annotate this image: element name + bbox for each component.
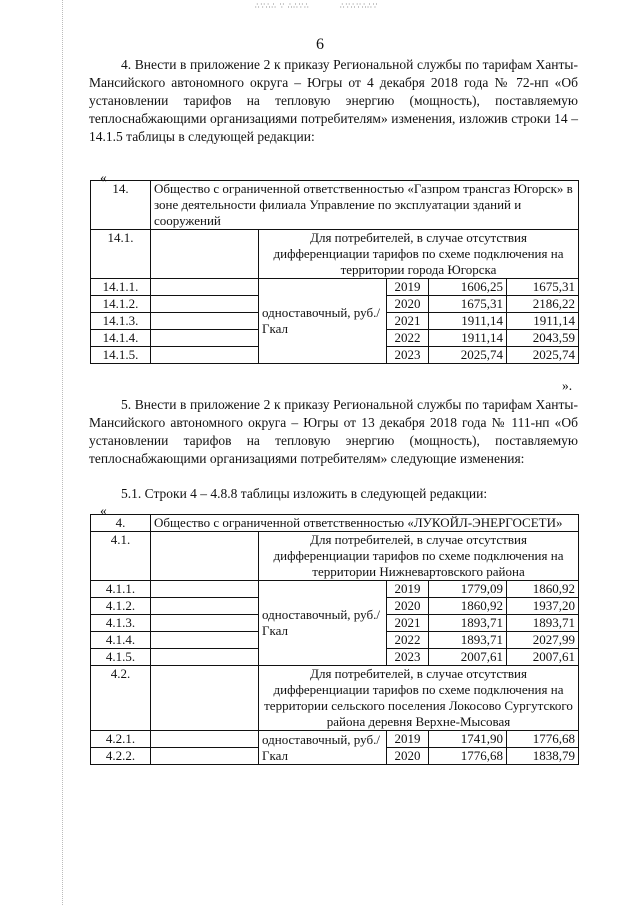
year-cell: 2023 [387,347,429,364]
value-2: 1937,20 [507,598,579,615]
value-1: 1606,25 [429,279,507,296]
row-number: 4.2.2. [91,748,151,765]
empty-cell [151,296,259,313]
open-quote-2: « [100,503,107,518]
paragraph-5-1: 5.1. Строки 4 – 4.8.8 таблицы изложить в следующей редакции: [121,486,488,501]
row-number: 14.1.4. [91,330,151,347]
value-1: 1741,90 [429,731,507,748]
group-number: 4.2. [91,666,151,731]
value-2: 2007,61 [507,649,579,666]
empty-cell [151,330,259,347]
value-2: 1675,31 [507,279,579,296]
tariff-table-14 [90,180,579,364]
value-2: 1893,71 [507,615,579,632]
value-1: 1893,71 [429,632,507,649]
value-1: 1860,92 [429,598,507,615]
table-row-group [91,666,579,731]
row-number: 4.1.1. [91,581,151,598]
year-cell: 2021 [387,615,429,632]
table-row-org [91,181,579,230]
value-1: 1675,31 [429,296,507,313]
org-name: Общество с ограниченной ответственностью «Газпром трансгаз Югорск» в зоне деятельности филиала Управление по эксплуатации зданий и сооружений [151,181,579,230]
table-row-group [91,532,579,581]
empty-cell [151,230,259,279]
row-number: 4.1.2. [91,598,151,615]
tariff-type: одноставочный, руб./Гкал [259,731,387,765]
year-cell: 2020 [387,296,429,313]
table-row [91,731,579,748]
row-number: 4.1.4. [91,632,151,649]
group-description: Для потребителей, в случае отсутствия дифференциации тарифов по схеме подключения на территории сельского поселения Локосово Сургутского района деревня Верхне-Мысовая [259,666,579,731]
year-cell: 2019 [387,731,429,748]
scan-artifact: ∴∵∴∴ ∵ ∴∴∵∴ [255,2,310,10]
group-number: 14.1. [91,230,151,279]
org-number: 14. [91,181,151,230]
year-cell: 2019 [387,279,429,296]
org-number: 4. [91,515,151,532]
row-number: 14.1.2. [91,296,151,313]
table-row-group [91,230,579,279]
empty-cell [151,666,259,731]
empty-cell [151,649,259,666]
row-number: 4.1.3. [91,615,151,632]
empty-cell [151,598,259,615]
value-1: 1779,09 [429,581,507,598]
tariff-type: одноставочный, руб./Гкал [259,279,387,364]
row-number: 4.1.5. [91,649,151,666]
empty-cell [151,615,259,632]
table-row [91,279,579,296]
tariff-type: одноставочный, руб./Гкал [259,581,387,666]
year-cell: 2020 [387,598,429,615]
group-description: Для потребителей, в случае отсутствия дифференциации тарифов по схеме подключения на территории города Югорска [259,230,579,279]
empty-cell [151,313,259,330]
page-number: 6 [316,36,324,53]
value-2: 1776,68 [507,731,579,748]
year-cell: 2022 [387,632,429,649]
open-quote: « [100,170,107,185]
year-cell: 2023 [387,649,429,666]
row-number: 14.1.1. [91,279,151,296]
year-cell: 2020 [387,748,429,765]
year-cell: 2019 [387,581,429,598]
value-1: 1893,71 [429,615,507,632]
table-row [91,581,579,598]
group-number: 4.1. [91,532,151,581]
empty-cell [151,532,259,581]
scan-artifact: ∴∵∴∵∴∴∵ [340,2,379,10]
value-1: 2025,74 [429,347,507,364]
empty-cell [151,748,259,765]
year-cell: 2022 [387,330,429,347]
paragraph-4: 4. Внести в приложение 2 к приказу Региональной службы по тарифам Ханты-Мансийского автономного округа – Югры от 4 декабря 2018 года № 72-нп «Об установлении тарифов на тепловую энергию (мощность), поставляемую теплоснабжающими организациями потребителям» изменения, изложив строки 14 – 14.1.5 таблицы в следующей редакции: [89,57,578,144]
paragraph-5: 5. Внести в приложение 2 к приказу Региональной службы по тарифам Ханты-Мансийского автономного округа – Югры от 13 декабря 2018 года № 111-нп «Об установлении тарифов на тепловую энергию (мощность), поставляемую теплоснабжающими организациями потребителям» следующие изменения: [89,397,578,466]
value-1: 1911,14 [429,330,507,347]
value-2: 1860,92 [507,581,579,598]
empty-cell [151,731,259,748]
value-2: 2043,59 [507,330,579,347]
row-number: 4.2.1. [91,731,151,748]
group-description: Для потребителей, в случае отсутствия дифференциации тарифов по схеме подключения на территории Нижневартовского района [259,532,579,581]
value-1: 1911,14 [429,313,507,330]
value-1: 2007,61 [429,649,507,666]
value-2: 2025,74 [507,347,579,364]
scan-margin-marks [62,0,65,905]
value-1: 1776,68 [429,748,507,765]
row-number: 14.1.3. [91,313,151,330]
row-number: 14.1.5. [91,347,151,364]
close-quote: ». [562,378,573,393]
value-2: 2027,99 [507,632,579,649]
empty-cell [151,347,259,364]
year-cell: 2021 [387,313,429,330]
empty-cell [151,632,259,649]
tariff-table-4 [90,514,579,765]
value-2: 1838,79 [507,748,579,765]
empty-cell [151,279,259,296]
empty-cell [151,581,259,598]
table-row-org [91,515,579,532]
value-2: 2186,22 [507,296,579,313]
org-name: Общество с ограниченной ответственностью «ЛУКОЙЛ-ЭНЕРГОСЕТИ» [151,515,579,532]
value-2: 1911,14 [507,313,579,330]
